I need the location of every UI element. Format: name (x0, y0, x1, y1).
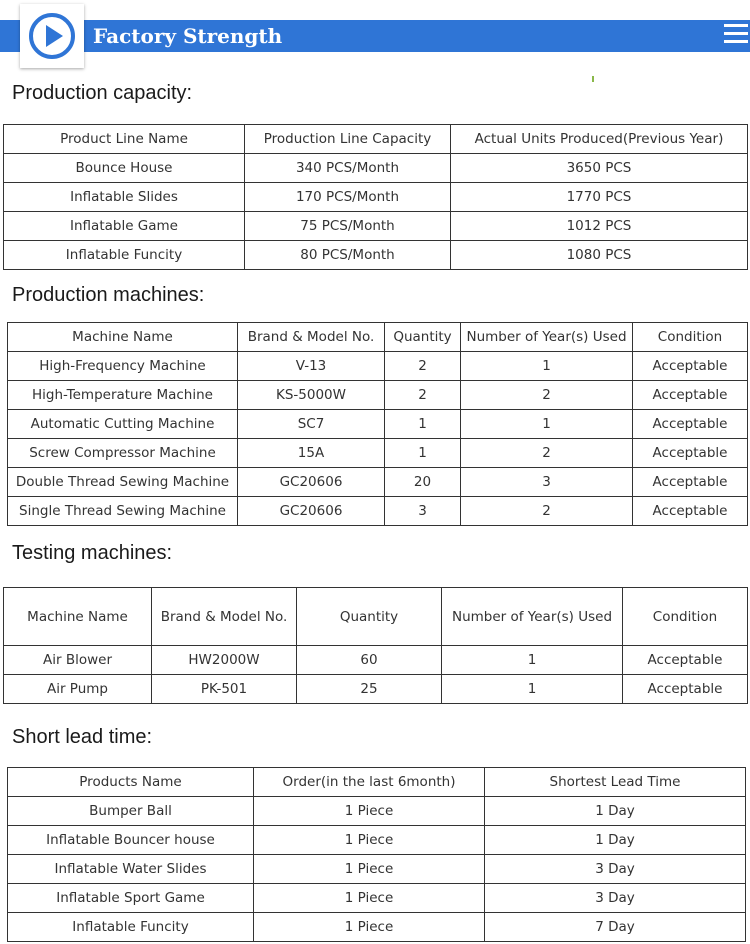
table-row (4, 183, 748, 212)
table-cell: Inflatable Sport Game (8, 884, 254, 913)
column-header: Order(in the last 6month) (254, 768, 485, 797)
table-cell: Air Pump (4, 675, 152, 704)
table-cell: 2 (385, 381, 461, 410)
table-cell: 1 Piece (254, 855, 485, 884)
table-cell: Acceptable (633, 497, 748, 526)
leadtime-table (7, 767, 746, 942)
page-title: Factory Strength (93, 24, 283, 48)
table-row (4, 212, 748, 241)
column-header: Machine Name (4, 588, 152, 646)
table-cell: V-13 (238, 352, 385, 381)
table-cell: 1 Piece (254, 826, 485, 855)
column-header: Number of Year(s) Used (442, 588, 623, 646)
table-cell: 25 (297, 675, 442, 704)
table-row (8, 468, 748, 497)
table-cell: 340 PCS/Month (245, 154, 451, 183)
table-cell: 1 Piece (254, 913, 485, 942)
column-header: Brand & Model No. (238, 323, 385, 352)
table-cell: HW2000W (152, 646, 297, 675)
machines-table (7, 322, 748, 526)
column-header: Actual Units Produced(Previous Year) (451, 125, 748, 154)
table-row (8, 352, 748, 381)
table-cell: GC20606 (238, 468, 385, 497)
header-banner (0, 20, 750, 52)
table-cell: GC20606 (238, 497, 385, 526)
table-cell: 1 Piece (254, 797, 485, 826)
table-row (4, 646, 748, 675)
table-cell: 1 (461, 410, 633, 439)
table-cell: 7 Day (485, 913, 746, 942)
table-cell: 2 (461, 381, 633, 410)
table-header-row (8, 323, 748, 352)
table-cell: 2 (385, 352, 461, 381)
table-cell: 1 (442, 646, 623, 675)
table-cell: 1 (385, 410, 461, 439)
table-row (8, 381, 748, 410)
table-row (8, 439, 748, 468)
column-header: Product Line Name (4, 125, 245, 154)
table-cell: 80 PCS/Month (245, 241, 451, 270)
column-header: Condition (623, 588, 748, 646)
table-cell: 3 (461, 468, 633, 497)
table-cell: 1080 PCS (451, 241, 748, 270)
table-cell: Inflatable Funcity (8, 913, 254, 942)
table-cell: 1 (461, 352, 633, 381)
leadtime-title: Short lead time: (12, 726, 153, 748)
table-cell: Bounce House (4, 154, 245, 183)
table-cell: 1 (442, 675, 623, 704)
table-row (8, 497, 748, 526)
table-cell: Acceptable (633, 468, 748, 497)
column-header: Brand & Model No. (152, 588, 297, 646)
table-cell: 1 Day (485, 797, 746, 826)
table-cell: Inflatable Water Slides (8, 855, 254, 884)
table-cell: Acceptable (623, 675, 748, 704)
play-circle-icon (28, 12, 76, 60)
table-row (4, 241, 748, 270)
table-cell: Screw Compressor Machine (8, 439, 238, 468)
table-cell: 75 PCS/Month (245, 212, 451, 241)
table-row (8, 913, 746, 942)
table-header-row (4, 125, 748, 154)
table-cell: 60 (297, 646, 442, 675)
logo (20, 4, 84, 68)
table-row (4, 675, 748, 704)
table-cell: Inflatable Funcity (4, 241, 245, 270)
table-cell: 1 (385, 439, 461, 468)
table-cell: PK-501 (152, 675, 297, 704)
table-cell: 3650 PCS (451, 154, 748, 183)
table-cell: Acceptable (623, 646, 748, 675)
testing-title: Testing machines: (12, 542, 173, 564)
table-cell: 1 Day (485, 826, 746, 855)
machines-title: Production machines: (12, 284, 205, 306)
table-cell: Inflatable Game (4, 212, 245, 241)
table-row (4, 154, 748, 183)
table-cell: 1012 PCS (451, 212, 748, 241)
table-cell: 1 Piece (254, 884, 485, 913)
column-header: Condition (633, 323, 748, 352)
table-cell: 1770 PCS (451, 183, 748, 212)
table-cell: Single Thread Sewing Machine (8, 497, 238, 526)
column-header: Shortest Lead Time (485, 768, 746, 797)
decorative-mark (592, 76, 594, 82)
column-header: Products Name (8, 768, 254, 797)
table-row (8, 884, 746, 913)
table-cell: Acceptable (633, 439, 748, 468)
table-cell: 3 (385, 497, 461, 526)
table-cell: 3 Day (485, 855, 746, 884)
column-header: Quantity (385, 323, 461, 352)
table-cell: Automatic Cutting Machine (8, 410, 238, 439)
table-cell: Double Thread Sewing Machine (8, 468, 238, 497)
table-cell: KS-5000W (238, 381, 385, 410)
table-cell: Acceptable (633, 381, 748, 410)
column-header: Production Line Capacity (245, 125, 451, 154)
table-row (8, 855, 746, 884)
table-cell: 15A (238, 439, 385, 468)
table-cell: 3 Day (485, 884, 746, 913)
table-cell: 2 (461, 439, 633, 468)
column-header: Machine Name (8, 323, 238, 352)
table-cell: SC7 (238, 410, 385, 439)
capacity-table (3, 124, 748, 270)
hamburger-menu-icon[interactable] (724, 24, 748, 48)
table-cell: High-Frequency Machine (8, 352, 238, 381)
table-cell: Acceptable (633, 352, 748, 381)
table-cell: 2 (461, 497, 633, 526)
testing-table (3, 587, 748, 704)
table-header-row (4, 588, 748, 646)
table-cell: Inflatable Bouncer house (8, 826, 254, 855)
table-cell: 20 (385, 468, 461, 497)
table-cell: Acceptable (633, 410, 748, 439)
table-row (8, 797, 746, 826)
table-cell: Inflatable Slides (4, 183, 245, 212)
table-cell: 170 PCS/Month (245, 183, 451, 212)
table-header-row (8, 768, 746, 797)
table-cell: High-Temperature Machine (8, 381, 238, 410)
table-cell: Bumper Ball (8, 797, 254, 826)
table-cell: Air Blower (4, 646, 152, 675)
table-row (8, 410, 748, 439)
table-row (8, 826, 746, 855)
column-header: Quantity (297, 588, 442, 646)
column-header: Number of Year(s) Used (461, 323, 633, 352)
capacity-title: Production capacity: (12, 82, 193, 104)
